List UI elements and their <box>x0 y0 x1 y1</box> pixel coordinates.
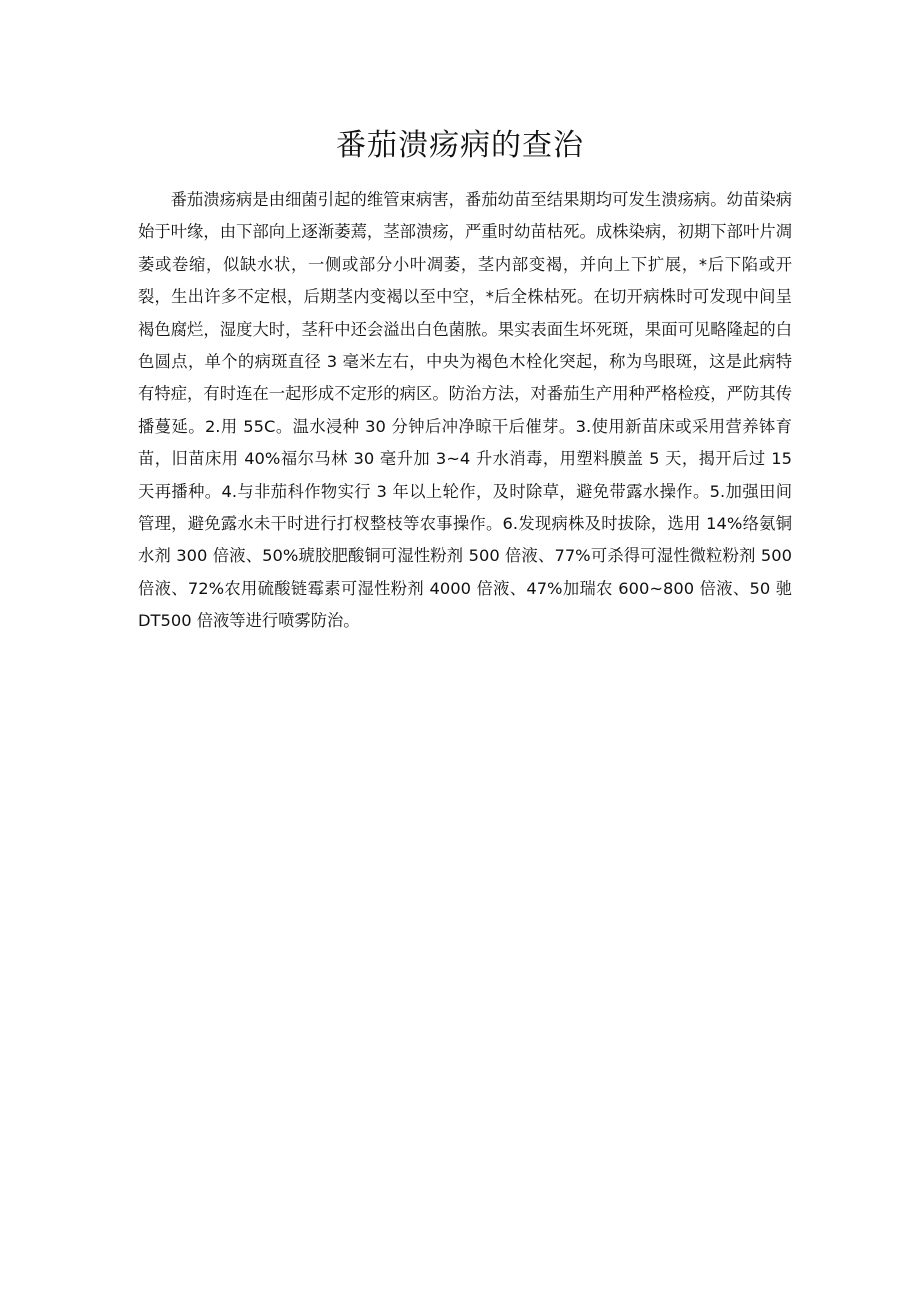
document-body-paragraph: 番茄溃疡病是由细菌引起的维管束病害，番茄幼苗至结果期均可发生溃疡病。幼苗染病始于叶缘，由下部向上逐渐萎蔫，茎部溃疡，严重时幼苗枯死。成株染病，初期下部叶片凋萎或卷缩，似缺水状，一侧或部分小叶凋萎，茎内部变褐，并向上下扩展，*后下陷或开裂，生出许多不定根，后期茎内变褐以至中空，*后全株枯死。在切开病株时可发现中间呈褐色腐烂，湿度大时，茎秆中还会溢出白色菌脓。果实表面生坏死斑，果面可见略隆起的白色圆点，单个的病斑直径 3 毫米左右，中央为褐色木栓化突起，称为鸟眼斑，这是此病特有特症，有时连在一起形成不定形的病区。防治方法，对番茄生产用种严格检疫，严防其传播蔓延。2.用 55C。温水浸种 30 分钟后冲净晾干后催芽。3.使用新苗床或采用营养钵育苗，旧苗床用 40%福尔马林 30 毫升加 3~4 升水消毒，用塑料膜盖 5 天，揭开后过 15 天再播种。4.与非茄科作物实行 3 年以上轮作，及时除草，避免带露水操作。5.加强田间管理，避免露水未干时进行打杈整枝等农事操作。6.发现病株及时拔除，选用 14%络氨铜水剂 300 倍液、50%琥胶肥酸铜可湿性粉剂 500 倍液、77%可杀得可湿性微粒粉剂 500 倍液、72%农用硫酸链霉素可湿性粉剂 4000 倍液、47%加瑞农 600~800 倍液、50 驰 DT500 倍液等进行喷雾防治。 <box>138 190 792 631</box>
document-title: 番茄溃疡病的查治 <box>336 128 584 163</box>
